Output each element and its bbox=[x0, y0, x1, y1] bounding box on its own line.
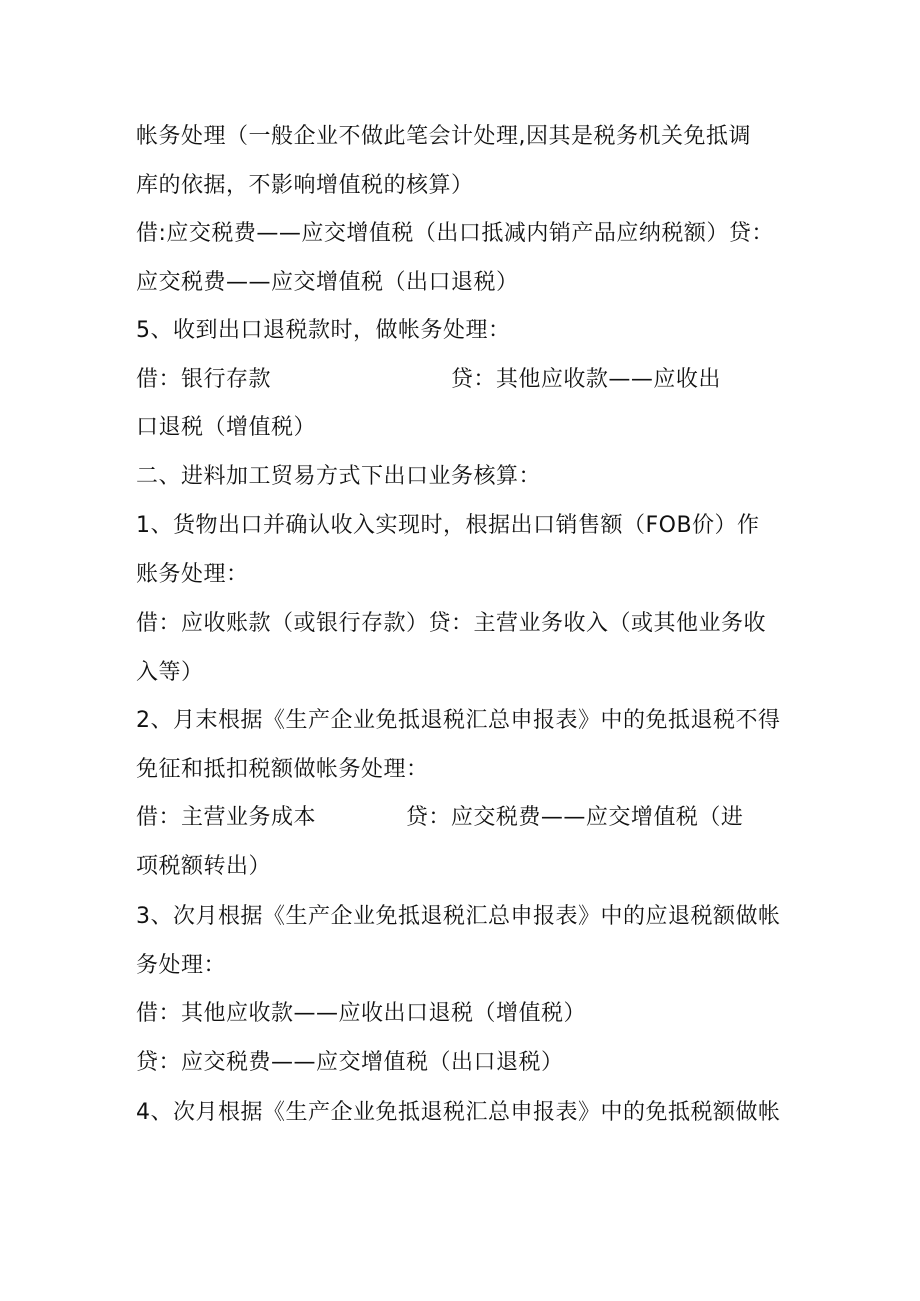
text-line: 帐务处理（一般企业不做此笔会计处理,因其是税务机关免抵调 bbox=[136, 124, 751, 149]
text-line: 5、收到出口退税款时，做帐务处理： bbox=[136, 318, 511, 343]
text-line: 账务处理： bbox=[136, 562, 249, 587]
text-line: 借：应收账款（或银行存款）贷：主营业务收入（或其他业务收 bbox=[136, 611, 767, 636]
text-line: 借：其他应收款——应收出口退税（增值税） bbox=[136, 1001, 587, 1026]
text-line: 务处理： bbox=[136, 953, 227, 978]
text-line: 应交税费——应交增值税（出口退税） bbox=[136, 270, 519, 295]
text-line: 二、进料加工贸易方式下出口业务核算： bbox=[136, 464, 542, 489]
text-line: 借:应交税费——应交增值税（出口抵减内销产品应纳税额）贷： bbox=[136, 221, 774, 246]
text-line: 库的依据，不影响增值税的核算） bbox=[136, 173, 474, 198]
text-line: 3、次月根据《生产企业免抵退税汇总申报表》中的应退税额做帐 bbox=[136, 904, 781, 929]
text-line: 项税额转出） bbox=[136, 854, 272, 879]
text-line: 入等） bbox=[136, 660, 204, 685]
text-line: 免征和抵扣税额做帐务处理： bbox=[136, 757, 429, 782]
text-line: 借：主营业务成本 贷：应交税费——应交增值税（进 bbox=[136, 805, 744, 830]
text-line: 2、月末根据《生产企业免抵退税汇总申报表》中的免抵退税不得 bbox=[136, 708, 781, 733]
text-line: 1、货物出口并确认收入实现时，根据出口销售额（FOB价）作 bbox=[136, 513, 760, 538]
text-line: 口退税（增值税） bbox=[136, 415, 317, 440]
text-line: 贷：应交税费——应交增值税（出口退税） bbox=[136, 1050, 564, 1075]
text-line: 借：银行存款 贷：其他应收款——应收出 bbox=[136, 367, 721, 392]
text-line: 4、次月根据《生产企业免抵退税汇总申报表》中的免抵税额做帐 bbox=[136, 1100, 781, 1125]
